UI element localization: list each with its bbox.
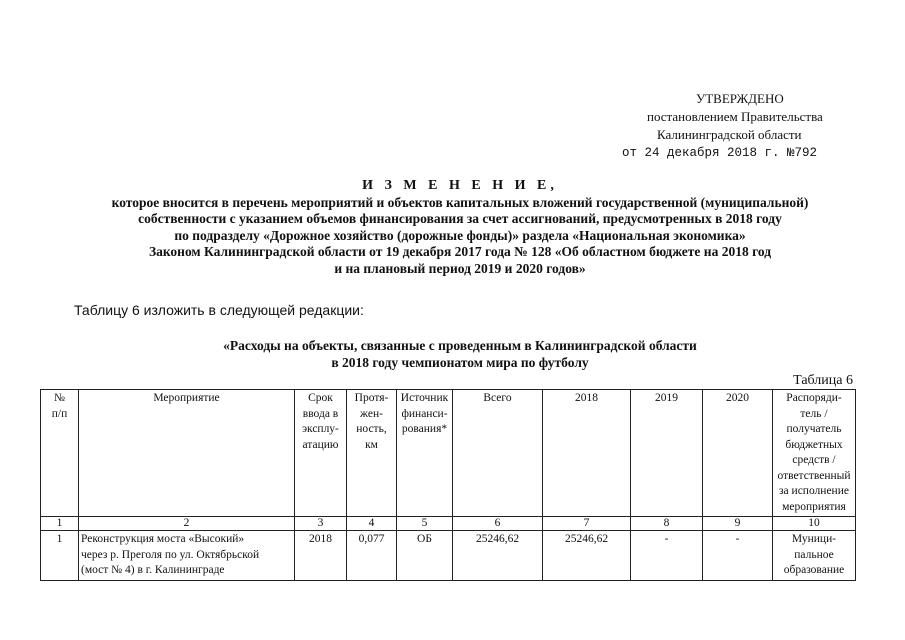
header-total	[453, 390, 543, 517]
table-cell-line: образование	[783, 564, 845, 576]
approval-line-2: постановлением Правительства	[647, 109, 823, 124]
table-cell-line: Реконструкция моста «Высокий»	[81, 533, 245, 545]
header-length-line: жен-	[360, 407, 383, 420]
header-length	[347, 390, 397, 517]
approval-date-number: от 24 декабря 2018 г. №792	[622, 146, 818, 160]
table-cell	[703, 531, 773, 581]
document-heading	[40, 178, 880, 277]
table-cell-line: Муници-	[791, 533, 837, 545]
subtitle-line: «Расходы на объекты, связанные с проведенным в Калининградской области	[223, 338, 697, 353]
subtitle-line: в 2018 году чемпионатом мира по футболу	[331, 355, 589, 370]
column-number: 7	[543, 517, 631, 531]
header-funding-source	[397, 390, 453, 517]
table-cell-line: ОБ	[417, 533, 432, 545]
table-cell	[79, 531, 295, 581]
instruction-text: Таблицу 6 изложить в следующей редакции:	[74, 302, 364, 318]
approval-block	[600, 90, 860, 162]
approval-line-3: Калининградской области	[657, 127, 802, 142]
table-cell-line: 2018	[309, 533, 332, 545]
table-cell-line: через р. Преголя по ул. Октябрьской	[81, 548, 260, 561]
table-cell-line: 25246,62	[564, 533, 609, 545]
table-cell	[397, 531, 453, 581]
column-number: 6	[453, 517, 543, 531]
expense-table	[40, 389, 856, 581]
table-cell	[543, 531, 631, 581]
table-cell	[631, 531, 703, 581]
table-cell-line: 0,077	[358, 533, 385, 545]
header-number-line: №	[54, 392, 65, 404]
header-2019-line: 2019	[655, 392, 678, 404]
table-cell-line: -	[664, 533, 669, 545]
column-number-row	[41, 517, 856, 531]
heading-title: И З М Е Н Е Н И Е,	[362, 178, 558, 193]
heading-line: и на плановый период 2019 и 2020 годов»	[334, 260, 586, 276]
header-commission-date-line: Срок	[308, 392, 333, 404]
heading-line: по подразделу «Дорожное хозяйство (дорожные фонды)» раздела «Национальная экономика»	[174, 227, 746, 243]
table-cell	[773, 531, 856, 581]
header-2020-line: 2020	[726, 392, 749, 404]
header-funding-source-line: Источник	[400, 392, 449, 404]
table-cell-line: (мост № 4) в г. Калининграде	[81, 564, 225, 576]
header-responsible-line: бюджетных	[785, 438, 843, 451]
heading-line: Законом Калининградской области от 19 декабря 2017 года № 128 «Об областном бюджете на 2018 год	[148, 244, 772, 259]
header-responsible-line: за исполнение	[779, 485, 849, 497]
header-length-line: км	[365, 438, 378, 451]
header-number	[41, 390, 79, 517]
table-cell-line: 25246,62	[475, 533, 520, 545]
header-responsible-line: ответственный	[777, 469, 851, 482]
column-number: 10	[773, 517, 856, 531]
header-responsible-line: тель /	[800, 407, 828, 420]
column-number: 9	[703, 517, 773, 531]
table-label: Таблица 6	[793, 373, 853, 388]
header-responsible	[773, 390, 856, 517]
header-responsible-line: получатель	[786, 423, 842, 435]
table-cell	[295, 531, 347, 581]
header-length-line: Протя-	[354, 392, 389, 404]
header-commission-date-line: эксплу-	[302, 423, 339, 435]
header-measure-line: Мероприятие	[153, 392, 220, 404]
heading-line: собственности с указанием объемов финансирования за счет ассигнований, предусмотренных в 2018 году	[138, 211, 782, 226]
header-funding-source-line: рования*	[401, 423, 448, 435]
header-2018	[543, 390, 631, 517]
header-length-line: ность,	[356, 423, 387, 435]
approval-title: УТВЕРЖДЕНО	[696, 91, 784, 106]
column-number: 8	[631, 517, 703, 531]
header-responsible-line: средств /	[792, 454, 836, 466]
header-measure	[79, 390, 295, 517]
table-cell-line: 1	[56, 533, 63, 545]
header-2020	[703, 390, 773, 517]
header-number-line: п/п	[51, 407, 68, 420]
column-number: 5	[397, 517, 453, 531]
header-2018-line: 2018	[575, 392, 598, 404]
table-cell-line: -	[735, 533, 740, 545]
table-cell	[453, 531, 543, 581]
table-header-row	[41, 390, 856, 517]
column-number: 1	[41, 517, 79, 531]
column-number: 4	[347, 517, 397, 531]
header-commission-date-line: ввода в	[302, 407, 339, 420]
header-responsible-line: мероприятия	[782, 500, 846, 513]
table-cell-line: пальное	[794, 548, 834, 561]
header-responsible-line: Распоряди-	[786, 392, 842, 404]
table-cell	[347, 531, 397, 581]
header-commission-date-line: атацию	[302, 438, 339, 451]
header-2019	[631, 390, 703, 517]
header-total-line: Всего	[483, 392, 512, 404]
column-number: 3	[295, 517, 347, 531]
header-commission-date	[295, 390, 347, 517]
header-funding-source-line: финанси-	[401, 407, 448, 420]
column-number: 2	[79, 517, 295, 531]
table-subtitle	[60, 337, 860, 371]
table-cell	[41, 531, 79, 581]
heading-line: которое вносится в перечень мероприятий и объектов капитальных вложений государственной (муниципальной)	[111, 194, 809, 210]
table-row	[41, 531, 856, 581]
